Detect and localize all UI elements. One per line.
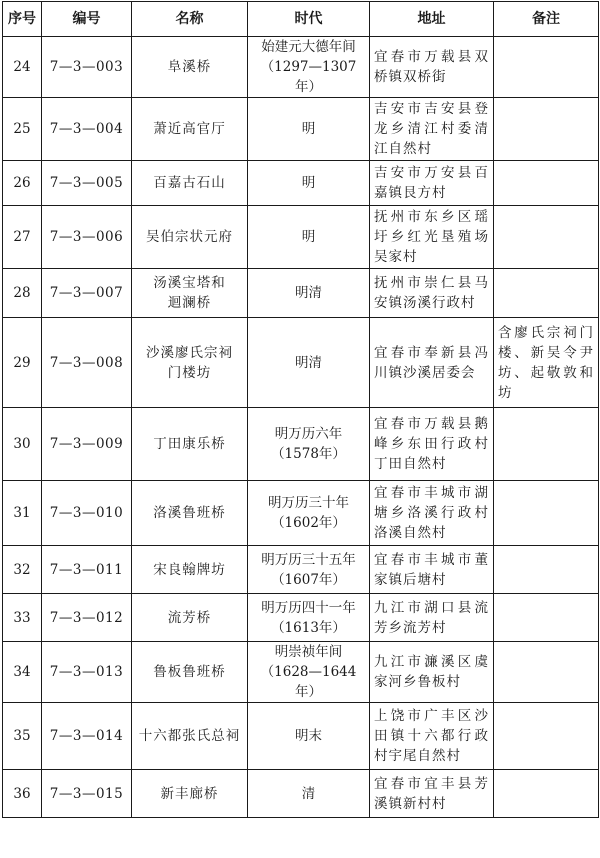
header-note: 备注 [494, 2, 599, 37]
heritage-table [2, 1, 599, 818]
table-row [3, 481, 599, 546]
cell-address: 宜春市宜丰县芳溪镇新村村 [370, 770, 494, 818]
cell-code: 7—3—003 [42, 37, 132, 98]
cell-serial: 36 [3, 770, 42, 818]
cell-era: 明崇祯年间 （1628—1644年） [248, 642, 370, 703]
cell-serial: 24 [3, 37, 42, 98]
header-serial: 序号 [3, 2, 42, 37]
cell-era: 明清 [248, 318, 370, 408]
table-row [3, 161, 599, 206]
cell-serial: 25 [3, 98, 42, 161]
cell-era: 明清 [248, 269, 370, 318]
cell-era: 始建元大德年间 （1297—1307年） [248, 37, 370, 98]
cell-name: 丁田康乐桥 [132, 408, 248, 481]
cell-code: 7—3—014 [42, 703, 132, 770]
cell-address: 宜春市丰城市湖塘乡洛溪行政村洛溪自然村 [370, 481, 494, 546]
cell-era: 明万历三十五年 （1607年） [248, 546, 370, 594]
table-row [3, 318, 599, 408]
cell-note [494, 161, 599, 206]
cell-serial: 32 [3, 546, 42, 594]
cell-code: 7—3—005 [42, 161, 132, 206]
cell-code: 7—3—004 [42, 98, 132, 161]
cell-era: 明万历四十一年 （1613年） [248, 594, 370, 642]
table-row [3, 269, 599, 318]
table-row [3, 642, 599, 703]
cell-era: 明万历三十年 （1602年） [248, 481, 370, 546]
cell-name: 十六都张氏总祠 [132, 703, 248, 770]
cell-note [494, 546, 599, 594]
cell-code: 7—3—015 [42, 770, 132, 818]
cell-name: 洛溪鲁班桥 [132, 481, 248, 546]
cell-address: 宜春市万载县鹅峰乡东田行政村丁田自然村 [370, 408, 494, 481]
cell-code: 7—3—013 [42, 642, 132, 703]
cell-serial: 29 [3, 318, 42, 408]
cell-code: 7—3—006 [42, 206, 132, 269]
cell-name: 汤溪宝塔和 迴澜桥 [132, 269, 248, 318]
cell-name: 宋良翰牌坊 [132, 546, 248, 594]
cell-note [494, 206, 599, 269]
cell-address: 宜春市丰城市董家镇后塘村 [370, 546, 494, 594]
header-era: 时代 [248, 2, 370, 37]
cell-note [494, 481, 599, 546]
cell-serial: 27 [3, 206, 42, 269]
cell-serial: 26 [3, 161, 42, 206]
header-address: 地址 [370, 2, 494, 37]
table-row [3, 703, 599, 770]
cell-serial: 31 [3, 481, 42, 546]
header-name: 名称 [132, 2, 248, 37]
cell-address: 宜春市奉新县冯川镇沙溪居委会 [370, 318, 494, 408]
cell-name: 萧近高官厅 [132, 98, 248, 161]
cell-name: 流芳桥 [132, 594, 248, 642]
header-row [3, 2, 599, 37]
cell-era: 明 [248, 98, 370, 161]
table-row [3, 98, 599, 161]
cell-name: 百嘉古石山 [132, 161, 248, 206]
cell-address: 吉安市吉安县登龙乡清江村委清江自然村 [370, 98, 494, 161]
cell-serial: 30 [3, 408, 42, 481]
cell-code: 7—3—010 [42, 481, 132, 546]
cell-era: 清 [248, 770, 370, 818]
cell-serial: 28 [3, 269, 42, 318]
cell-address: 宜春市万载县双桥镇双桥街 [370, 37, 494, 98]
cell-note [494, 594, 599, 642]
table-row [3, 206, 599, 269]
cell-note [494, 269, 599, 318]
cell-name: 新丰廊桥 [132, 770, 248, 818]
cell-era: 明 [248, 206, 370, 269]
table-row [3, 37, 599, 98]
table-row [3, 408, 599, 481]
cell-address: 抚州市崇仁县马安镇汤溪行政村 [370, 269, 494, 318]
table-row [3, 594, 599, 642]
table-row [3, 770, 599, 818]
cell-code: 7—3—007 [42, 269, 132, 318]
cell-code: 7—3—008 [42, 318, 132, 408]
cell-name: 沙溪廖氏宗祠 门楼坊 [132, 318, 248, 408]
cell-address: 上饶市广丰区沙田镇十六都行政村宇尾自然村 [370, 703, 494, 770]
cell-serial: 34 [3, 642, 42, 703]
cell-code: 7—3—012 [42, 594, 132, 642]
cell-address: 九江市濂溪区虞家河乡鲁板村 [370, 642, 494, 703]
cell-note: 含廖氏宗祠门楼、新吴令尹坊、起敬敦和坊 [494, 318, 599, 408]
cell-name: 阜溪桥 [132, 37, 248, 98]
cell-address: 吉安市万安县百嘉镇艮方村 [370, 161, 494, 206]
cell-name: 吴伯宗状元府 [132, 206, 248, 269]
cell-note [494, 703, 599, 770]
cell-era: 明末 [248, 703, 370, 770]
cell-note [494, 98, 599, 161]
header-code: 编号 [42, 2, 132, 37]
cell-serial: 35 [3, 703, 42, 770]
table-row [3, 546, 599, 594]
cell-code: 7—3—009 [42, 408, 132, 481]
cell-note [494, 408, 599, 481]
cell-serial: 33 [3, 594, 42, 642]
cell-address: 九江市湖口县流芳乡流芳村 [370, 594, 494, 642]
cell-note [494, 642, 599, 703]
cell-note [494, 770, 599, 818]
cell-name: 鲁板鲁班桥 [132, 642, 248, 703]
cell-note [494, 37, 599, 98]
cell-address: 抚州市东乡区瑶圩乡红光垦殖场吴家村 [370, 206, 494, 269]
cell-era: 明 [248, 161, 370, 206]
cell-code: 7—3—011 [42, 546, 132, 594]
cell-era: 明万历六年 （1578年） [248, 408, 370, 481]
